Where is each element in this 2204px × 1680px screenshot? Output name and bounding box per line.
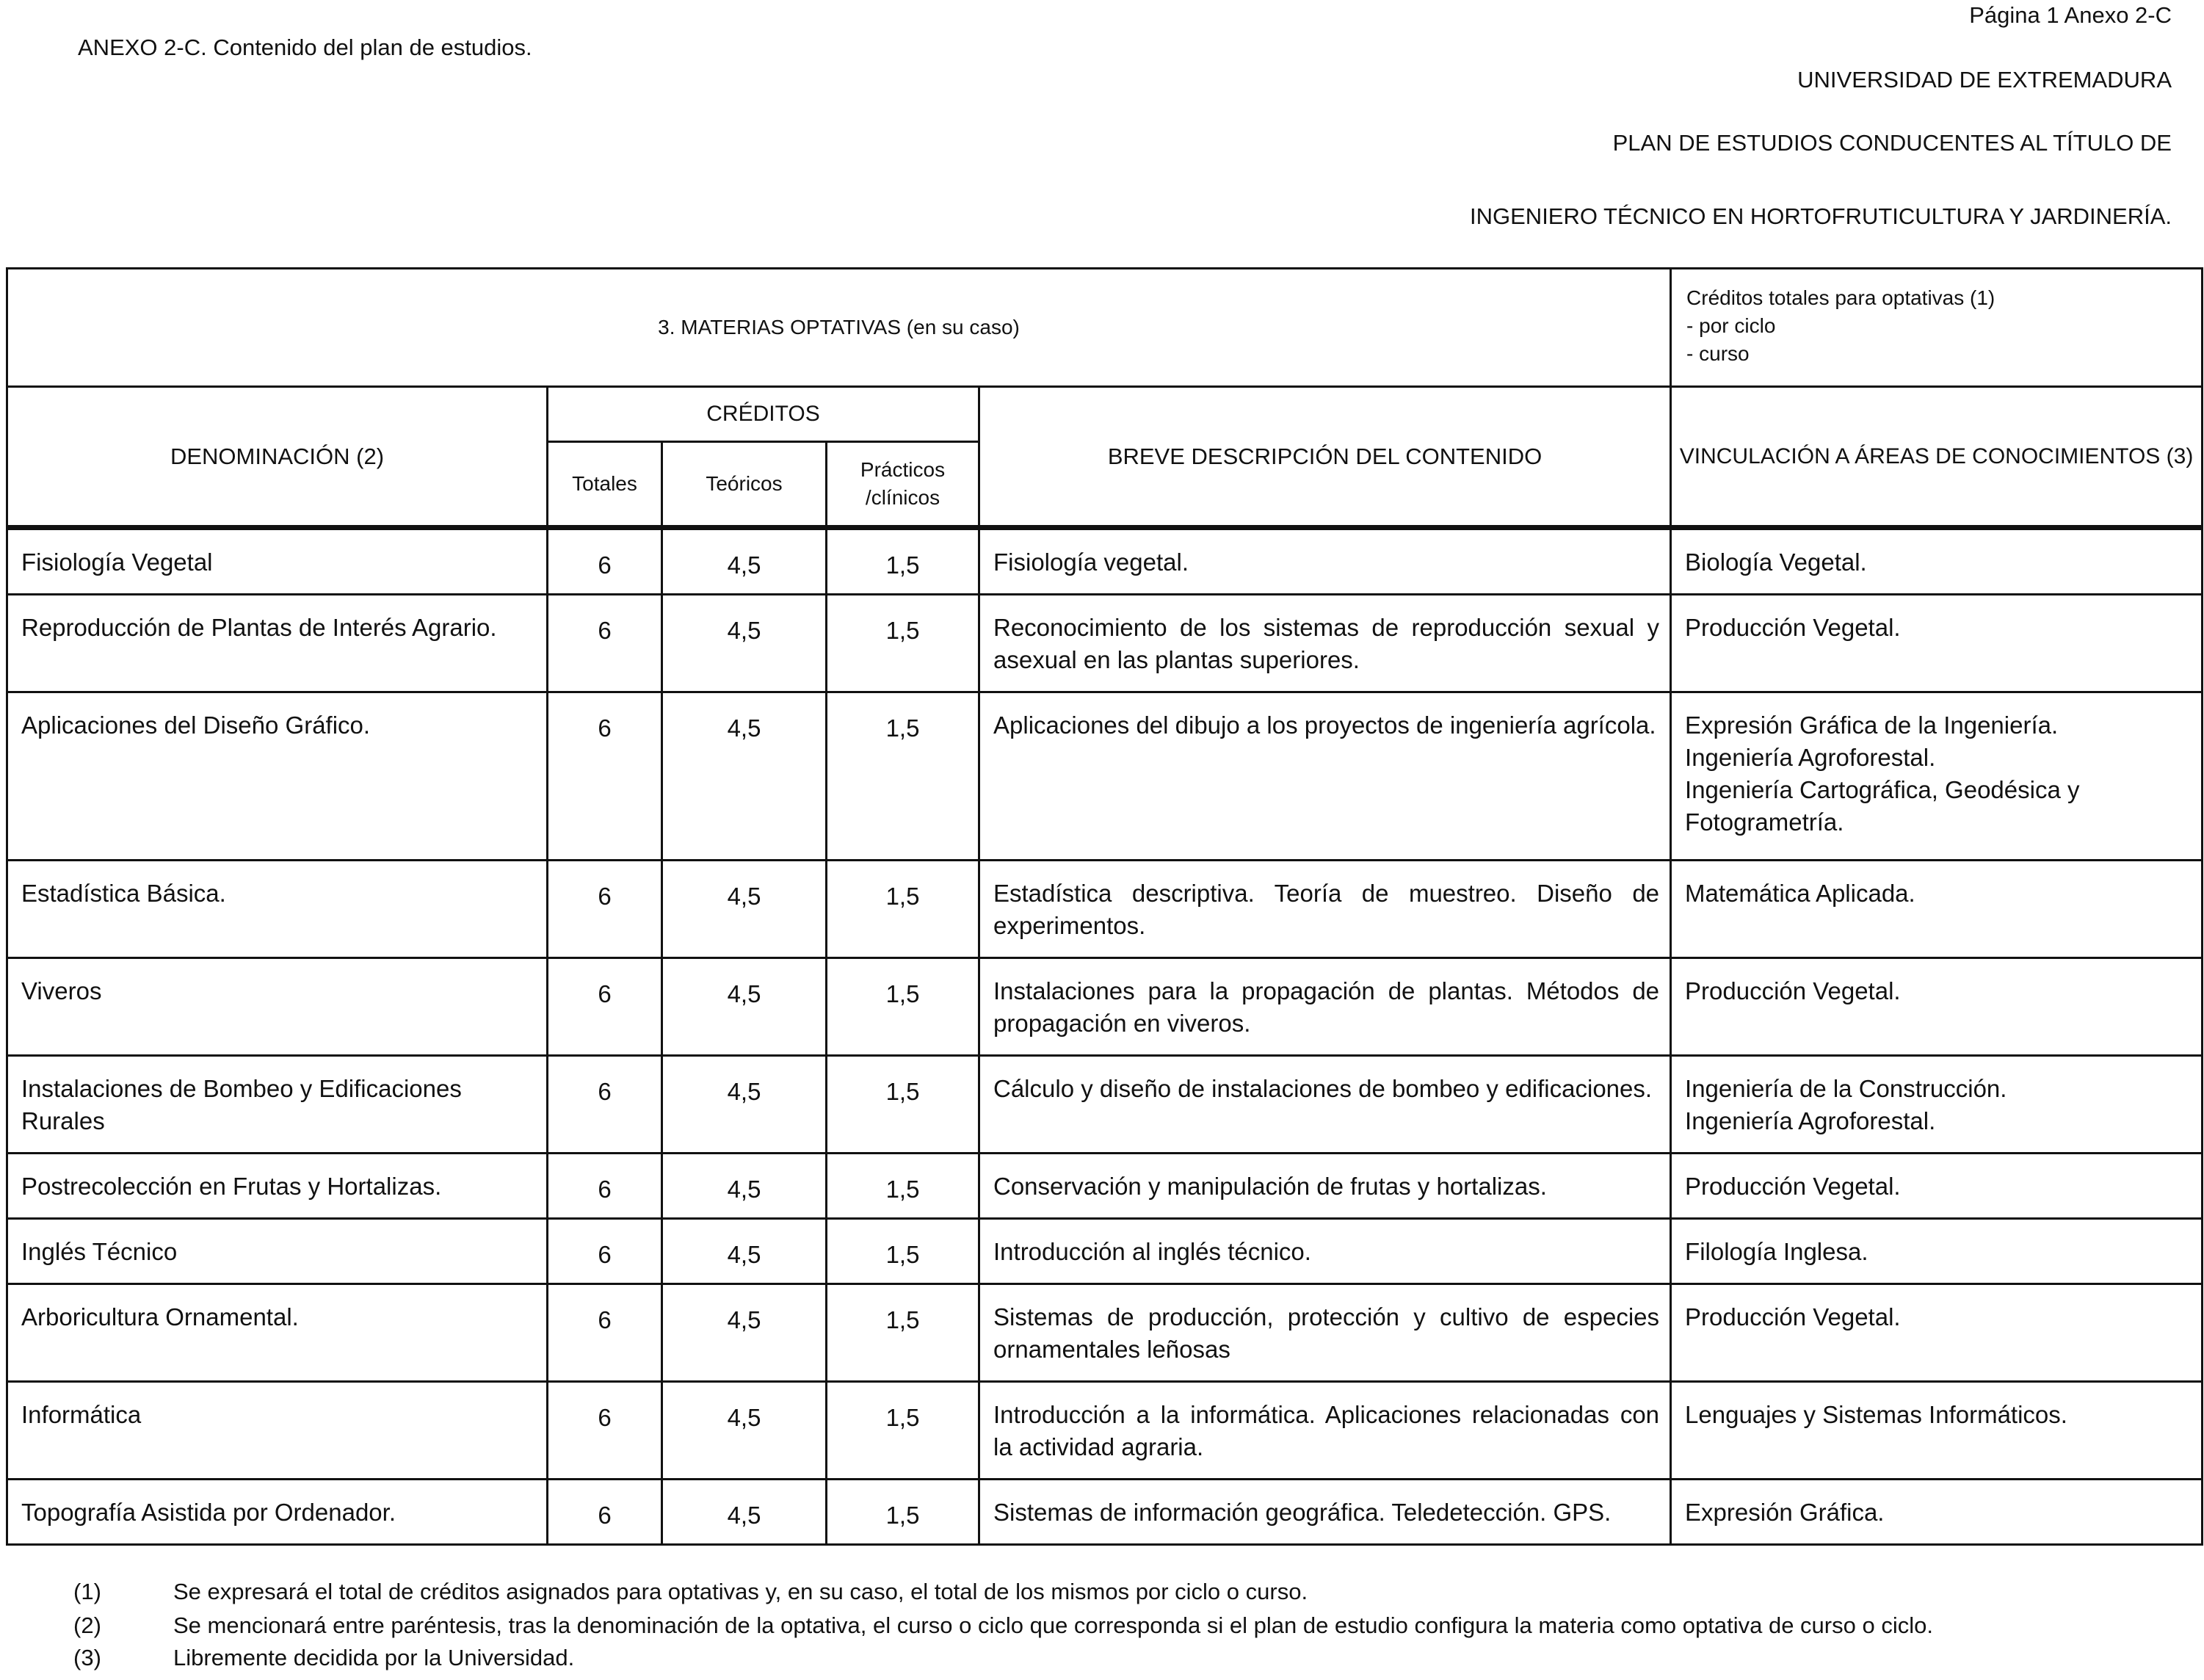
credits-theory: 4,5	[662, 1284, 827, 1382]
subject-name: Viveros	[7, 958, 548, 1056]
knowledge-area-line: Ingeniería Agroforestal.	[1685, 1107, 1936, 1134]
header-practicos: Prácticos /clínicos	[827, 442, 979, 528]
credits-practice: 1,5	[827, 595, 979, 692]
knowledge-area-line: Biología Vegetal.	[1685, 548, 1867, 576]
knowledge-areas	[1671, 1284, 2203, 1382]
credits-practice: 1,5	[827, 861, 979, 958]
knowledge-area-line: Fotogrametría.	[1685, 808, 1844, 836]
credits-total: 6	[548, 1056, 662, 1154]
credits-theory: 4,5	[662, 692, 827, 861]
knowledge-areas	[1671, 1154, 2203, 1219]
credits-practice: 1,5	[827, 692, 979, 861]
plan-title: PLAN DE ESTUDIOS CONDUCENTES AL TÍTULO DE	[1612, 130, 2172, 156]
content-description: Introducción al inglés técnico.	[979, 1219, 1671, 1284]
credit-info-line: - curso	[1686, 342, 1750, 365]
footnote-number: (2)	[73, 1612, 101, 1638]
footnote-text: Se expresará el total de créditos asignados para optativas y, en su caso, el total de los mismos por ciclo o curso.	[173, 1579, 1308, 1604]
credits-total: 6	[548, 1382, 662, 1480]
credits-total: 6	[548, 861, 662, 958]
footnote-number: (1)	[73, 1579, 101, 1604]
knowledge-area-line: Producción Vegetal.	[1685, 614, 1901, 641]
credits-practice: 1,5	[827, 1382, 979, 1480]
table-row	[7, 861, 2203, 958]
subject-name: Estadística Básica.	[7, 861, 548, 958]
optional-subjects-table	[6, 267, 2203, 1546]
knowledge-areas	[1671, 595, 2203, 692]
university-name: UNIVERSIDAD DE EXTREMADURA	[1797, 67, 2172, 93]
credits-theory: 4,5	[662, 958, 827, 1056]
table-body	[7, 528, 2203, 1545]
credits-total: 6	[548, 1154, 662, 1219]
knowledge-areas	[1671, 1056, 2203, 1154]
subject-name: Topografía Asistida por Ordenador.	[7, 1480, 548, 1545]
knowledge-area-line: Producción Vegetal.	[1685, 1173, 1901, 1200]
header-teoricos: Teóricos	[662, 442, 827, 528]
knowledge-area-line: Producción Vegetal.	[1685, 1303, 1901, 1330]
table-row	[7, 1284, 2203, 1382]
subject-name: Postrecolección en Frutas y Hortalizas.	[7, 1154, 548, 1219]
credits-theory: 4,5	[662, 1382, 827, 1480]
subject-name: Informática	[7, 1382, 548, 1480]
credits-total: 6	[548, 1284, 662, 1382]
credits-practice: 1,5	[827, 1219, 979, 1284]
subject-name: Arboricultura Ornamental.	[7, 1284, 548, 1382]
header-creditos: CRÉDITOS	[548, 387, 979, 442]
knowledge-areas	[1671, 1382, 2203, 1480]
knowledge-area-line: Matemática Aplicada.	[1685, 880, 1915, 907]
content-description: Estadística descriptiva. Teoría de muestreo. Diseño de experimentos.	[979, 861, 1671, 958]
annex-title: ANEXO 2-C. Contenido del plan de estudios.	[78, 35, 532, 60]
table-title: 3. MATERIAS OPTATIVAS (en su caso)	[7, 269, 1671, 387]
credits-theory: 4,5	[662, 1480, 827, 1545]
credits-theory: 4,5	[662, 595, 827, 692]
table-row	[7, 692, 2203, 861]
credit-info-line: - por ciclo	[1686, 314, 1776, 337]
content-description: Sistemas de producción, protección y cultivo de especies ornamentales leñosas	[979, 1284, 1671, 1382]
table-row	[7, 595, 2203, 692]
knowledge-area-line: Expresión Gráfica.	[1685, 1499, 1885, 1526]
knowledge-area-line: Ingeniería Cartográfica, Geodésica y	[1685, 776, 2080, 803]
knowledge-area-line: Expresión Gráfica de la Ingeniería.	[1685, 712, 2059, 739]
table-row	[7, 1154, 2203, 1219]
subject-name: Fisiología Vegetal	[7, 528, 548, 595]
credit-info-line: Créditos totales para optativas (1)	[1686, 286, 1995, 309]
footnote-text: Libremente decidida por la Universidad.	[173, 1645, 575, 1670]
credits-practice: 1,5	[827, 1284, 979, 1382]
page-label: Página 1 Anexo 2-C	[1969, 2, 2172, 28]
knowledge-area-line: Filología Inglesa.	[1685, 1238, 1868, 1265]
subject-name: Aplicaciones del Diseño Gráfico.	[7, 692, 548, 861]
credits-practice: 1,5	[827, 1154, 979, 1219]
content-description: Instalaciones para la propagación de plantas. Métodos de propagación en viveros.	[979, 958, 1671, 1056]
footnote-number: (3)	[73, 1645, 101, 1670]
credits-theory: 4,5	[662, 1154, 827, 1219]
credits-practice: 1,5	[827, 528, 979, 595]
credits-theory: 4,5	[662, 1056, 827, 1154]
credits-total: 6	[548, 1219, 662, 1284]
table-row	[7, 1056, 2203, 1154]
credits-practice: 1,5	[827, 1056, 979, 1154]
subject-name: Reproducción de Plantas de Interés Agrario.	[7, 595, 548, 692]
content-description: Fisiología vegetal.	[979, 528, 1671, 595]
knowledge-areas	[1671, 1219, 2203, 1284]
knowledge-area-line: Ingeniería Agroforestal.	[1685, 744, 1936, 771]
credits-practice: 1,5	[827, 1480, 979, 1545]
content-description: Introducción a la informática. Aplicaciones relacionadas con la actividad agraria.	[979, 1382, 1671, 1480]
credits-theory: 4,5	[662, 861, 827, 958]
subject-name: Instalaciones de Bombeo y Edificaciones Rurales	[7, 1056, 548, 1154]
table-row	[7, 528, 2203, 595]
table-row	[7, 1219, 2203, 1284]
credits-practice: 1,5	[827, 958, 979, 1056]
content-description: Aplicaciones del dibujo a los proyectos de ingeniería agrícola.	[979, 692, 1671, 861]
credit-info-cell	[1671, 269, 2203, 387]
footnote-text: Se mencionará entre paréntesis, tras la denominación de la optativa, el curso o ciclo que corresponda si el plan de estudio configura la materia como optativa de curso o ciclo.	[173, 1612, 1933, 1638]
credits-total: 6	[548, 692, 662, 861]
knowledge-areas	[1671, 861, 2203, 958]
credits-theory: 4,5	[662, 1219, 827, 1284]
degree-title: INGENIERO TÉCNICO EN HORTOFRUTICULTURA Y JARDINERÍA.	[1470, 203, 2172, 229]
knowledge-area-line: Ingeniería de la Construcción.	[1685, 1075, 2007, 1102]
content-description: Reconocimiento de los sistemas de reproducción sexual y asexual en las plantas superiores.	[979, 595, 1671, 692]
credits-total: 6	[548, 528, 662, 595]
knowledge-areas	[1671, 958, 2203, 1056]
knowledge-areas	[1671, 1480, 2203, 1545]
credits-total: 6	[548, 958, 662, 1056]
knowledge-areas	[1671, 692, 2203, 861]
header-totales: Totales	[548, 442, 662, 528]
credits-total: 6	[548, 595, 662, 692]
header-descripcion: BREVE DESCRIPCIÓN DEL CONTENIDO	[979, 387, 1671, 528]
knowledge-area-line: Lenguajes y Sistemas Informáticos.	[1685, 1401, 2067, 1428]
knowledge-areas	[1671, 528, 2203, 595]
table-row	[7, 1382, 2203, 1480]
content-description: Cálculo y diseño de instalaciones de bombeo y edificaciones.	[979, 1056, 1671, 1154]
header-vinculacion: VINCULACIÓN A ÁREAS DE CONOCIMIENTOS (3)	[1671, 387, 2203, 528]
subject-name: Inglés Técnico	[7, 1219, 548, 1284]
table-row	[7, 1480, 2203, 1545]
table-row	[7, 958, 2203, 1056]
content-description: Sistemas de información geográfica. Teledetección. GPS.	[979, 1480, 1671, 1545]
header-denominacion: DENOMINACIÓN (2)	[7, 387, 548, 528]
content-description: Conservación y manipulación de frutas y hortalizas.	[979, 1154, 1671, 1219]
knowledge-area-line: Producción Vegetal.	[1685, 977, 1901, 1004]
credits-total: 6	[548, 1480, 662, 1545]
credits-theory: 4,5	[662, 528, 827, 595]
